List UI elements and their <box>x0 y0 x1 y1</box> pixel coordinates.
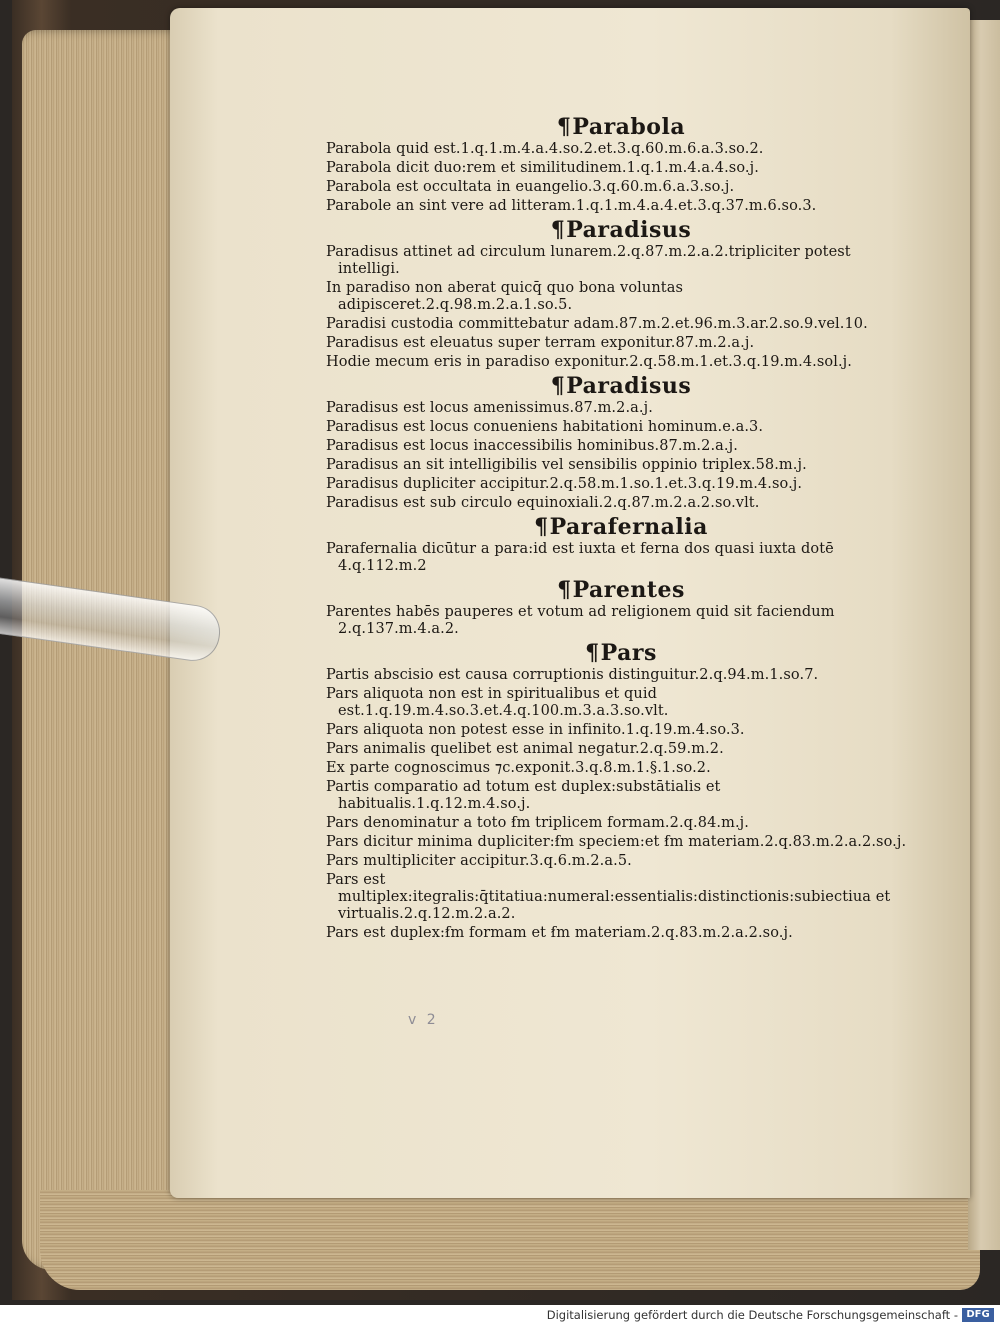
index-entry: Paradisus attinet ad circulum lunarem.2.q.87.m.2.a.2.tripliciter potest intelligi. <box>326 244 851 277</box>
section-heading: ¶Parafernalia <box>534 514 708 540</box>
paragraph-mark-icon: ¶ <box>534 514 549 540</box>
bottom-page-edges <box>40 1190 980 1290</box>
section-heading: ¶Paradisus <box>550 217 692 243</box>
index-entry: Parabola quid est.1.q.1.m.4.a.4.so.2.et.3.q.60.m.6.a.3.so.2. <box>326 141 764 157</box>
index-entry: Pars denominatur a toto ẜm triplicem formam.2.q.84.m.j. <box>326 815 749 831</box>
section-heading: ¶Parabola <box>556 114 686 140</box>
footer-bar <box>0 1305 1000 1326</box>
index-entry: Paradisus an sit intelligibilis vel sensibilis oppinio triplex.58.m.j. <box>326 457 807 473</box>
paragraph-mark-icon: ¶ <box>556 114 572 140</box>
index-entry: Paradisus est sub circulo equinoxiali.2.q.87.m.2.a.2.so.vlt. <box>326 495 760 511</box>
index-entry: Ex parte cognoscimus ⁊c.exponit.3.q.8.m.1.§.1.so.2. <box>326 760 711 776</box>
facing-page <box>968 20 1000 1250</box>
index-entry: Paradisus est locus inaccessibilis hominibus.87.m.2.a.j. <box>326 438 738 454</box>
index-entry: Paradisi custodia committebatur adam.87.m.2.et.96.m.3.ar.2.so.9.vel.10. <box>326 316 868 332</box>
index-entry: Pars est multiplex:itegralis:q̄titatiua:numeral:essentialis:distinctionis:subiectiua et virtualis.2.q.12.m.2.a.2. <box>326 872 891 922</box>
index-entry: Partis comparatio ad totum est duplex:substātialis et habitualis.1.q.12.m.4.so.j. <box>326 779 721 812</box>
index-entry: Parafernalia dicūtur a para:id est iuxta et ferna dos quasi iuxta dotē 4.q.112.m.2 <box>326 541 834 574</box>
paragraph-mark-icon: ¶ <box>550 373 566 399</box>
dfg-logo: DFG <box>962 1308 994 1322</box>
pencil-mark: v 2 <box>408 1012 439 1028</box>
index-entry: Pars dicitur minima dupliciter:ẜm speciem:et ẜm materiam.2.q.83.m.2.a.2.so.j. <box>326 834 907 850</box>
index-entry: Parabole an sint vere ad litteram.1.q.1.m.4.a.4.et.3.q.37.m.6.so.3. <box>326 198 817 214</box>
index-entry: In paradiso non aberat quicq̄ quo bona voluntas adipisceret.2.q.98.m.2.a.1.so.5. <box>326 280 683 313</box>
index-entry: Parabola est occultata in euangelio.3.q.60.m.6.a.3.so.j. <box>326 179 735 195</box>
index-entry: Partis abscisio est causa corruptionis distinguitur.2.q.94.m.1.so.7. <box>326 667 819 683</box>
section-heading: ¶Paradisus <box>550 373 692 399</box>
paragraph-mark-icon: ¶ <box>550 217 566 243</box>
index-entry: Pars est duplex:ẜm formam et ẜm materiam.2.q.83.m.2.a.2.so.j. <box>326 925 793 941</box>
index-entry: Parabola dicit duo:rem et similitudinem.1.q.1.m.4.a.4.so.j. <box>326 160 759 176</box>
index-entry: Pars multipliciter accipitur.3.q.6.m.2.a.5. <box>326 853 632 869</box>
section-heading: ¶Parentes <box>557 577 685 603</box>
section-heading: ¶Pars <box>585 640 657 666</box>
page-text <box>326 112 916 944</box>
funding-credit: Digitalisierung gefördert durch die Deutsche Forschungsgemeinschaft - <box>546 1308 958 1322</box>
index-entry: Pars aliquota non potest esse in infinito.1.q.19.m.4.so.3. <box>326 722 745 738</box>
index-entry: Paradisus est eleuatus super terram exponitur.87.m.2.a.j. <box>326 335 755 351</box>
index-entry: Pars animalis quelibet est animal negatur.2.q.59.m.2. <box>326 741 724 757</box>
index-entry: Hodie mecum eris in paradiso exponitur.2.q.58.m.1.et.3.q.19.m.4.sol.j. <box>326 354 852 370</box>
paragraph-mark-icon: ¶ <box>585 640 600 666</box>
paragraph-mark-icon: ¶ <box>557 577 572 603</box>
index-entry: Pars aliquota non est in spiritualibus et quid est.1.q.19.m.4.so.3.et.4.q.100.m.3.a.3.so.vlt. <box>326 686 669 719</box>
index-entry: Paradisus est locus conueniens habitationi hominum.e.a.3. <box>326 419 764 435</box>
index-entry: Paradisus dupliciter accipitur.2.q.58.m.1.so.1.et.3.q.19.m.4.so.j. <box>326 476 803 492</box>
index-entry: Parentes habēs pauperes et votum ad religionem quid sit faciendum 2.q.137.m.4.a.2. <box>326 604 835 637</box>
index-entry: Paradisus est locus amenissimus.87.m.2.a.j. <box>326 400 653 416</box>
